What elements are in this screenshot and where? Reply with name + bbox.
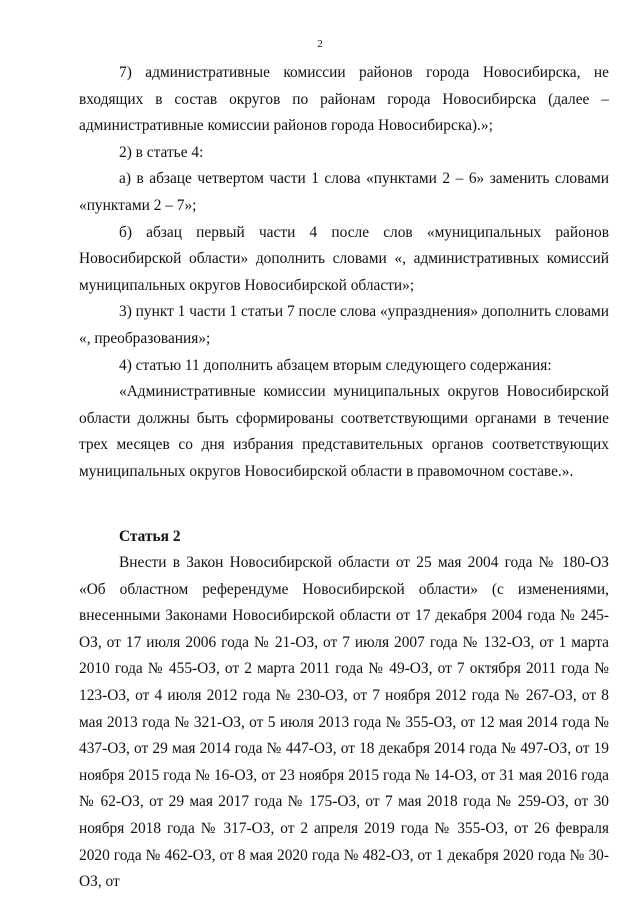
paragraph-article-4: 2) в статье 4: (119, 143, 204, 161)
article-heading: Статья 2 (119, 527, 181, 545)
paragraph-item-4: 4) статью 11 дополнить абзацем вторым следующего содержания: (119, 356, 552, 374)
paragraph-quote: «Административные комиссии муниципальных округов Новосибирской области должны быть сформированы соответствующими органами в течение трех месяцев со дня избрания представительных органов соответствующих муниципальных округов Новосибирской области в правомочном составе.». (79, 383, 609, 480)
paragraph-subitem-a: а) в абзаце четвертом части 1 слова «пунктами 2 – 6» заменить словами «пунктами 2 – 7»; (79, 170, 609, 214)
page-number: 2 (317, 38, 323, 50)
paragraph-item-3: 3) пункт 1 части 1 статьи 7 после слова «упразднения» дополнить словами «, преобразования»; (79, 303, 610, 347)
paragraph-subitem-b: б) абзац первый части 4 после слов «муниципальных районов Новосибирской области» дополнить словами «, административных комиссий муниципальных округов Новосибирской области»; (79, 223, 609, 294)
paragraph-item-7: 7) административные комиссии районов города Новосибирска, не входящих в состав округов по районам города Новосибирска (далее – административные комиссии районов города Новосибирска).»; (79, 64, 609, 135)
article-paragraph: Внести в Закон Новосибирской области от 25 мая 2004 года № 180-ОЗ «Об областном референдуме Новосибирской области» (с изменениями, внесенными Законами Новосибирской области от 17 декабря 2004 года № 245-ОЗ, от 17 июля 2006 года № 21-ОЗ, от 7 июля 2007 года № 132-ОЗ, от 1 марта 2010 года № 455-ОЗ, от 2 марта 2011 года № 49-ОЗ, от 7 октября 2011 года № 123-ОЗ, от 4 июля 2012 года № 230-ОЗ, от 7 ноября 2012 года № 267-ОЗ, от 8 мая 2013 года № 321-ОЗ, от 5 июля 2013 года № 355-ОЗ, от 12 мая 2014 года № 437-ОЗ, от 29 мая 2014 года № 447-ОЗ, от 18 декабря 2014 года № 497-ОЗ, от 19 ноября 2015 года № 16-ОЗ, от 23 ноября 2015 года № 14-ОЗ, от 31 мая 2016 года № 62-ОЗ, от 29 мая 2017 года № 175-ОЗ, от 7 мая 2018 года № 259-ОЗ, от 30 ноября 2018 года № 317-ОЗ, от 2 апреля 2019 года № 355-ОЗ, от 26 февраля 2020 года № 462-ОЗ, от 8 мая 2020 года № 482-ОЗ, от 1 декабря 2020 года № 30-ОЗ, от (79, 554, 609, 891)
document-body (79, 60, 609, 896)
